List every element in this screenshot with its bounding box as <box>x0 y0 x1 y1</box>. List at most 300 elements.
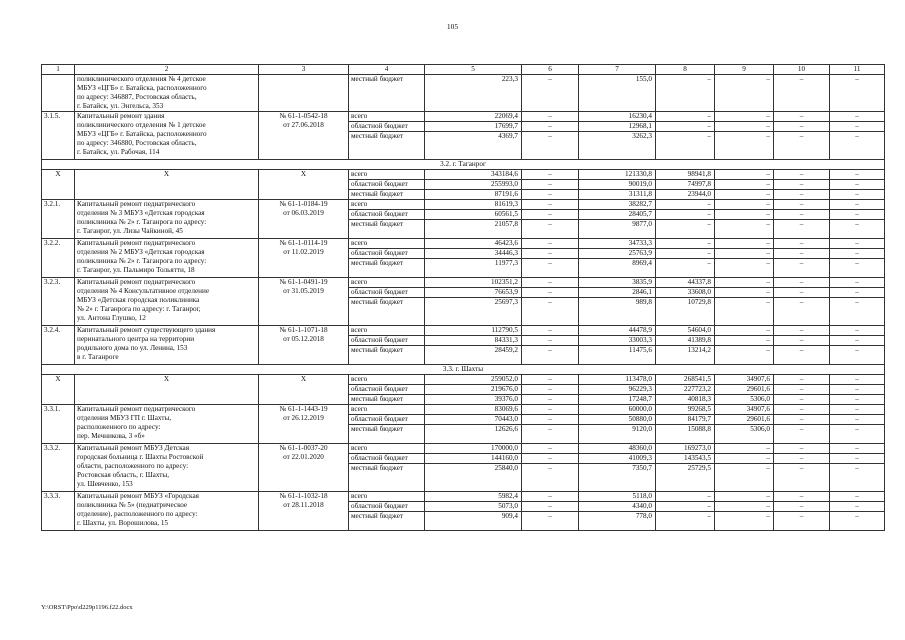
cell-col8: 227723,2 <box>656 385 715 395</box>
cell-col8: 15088,8 <box>656 425 715 444</box>
cell-col10: – <box>774 395 830 405</box>
permit-number: № 61-1-0037-20 от 22.01.2020 <box>259 444 349 492</box>
cell-col6: – <box>522 200 579 210</box>
cell-col8: 169273,0 <box>656 444 715 454</box>
table-row <box>42 200 885 210</box>
cell-col10: – <box>774 170 830 180</box>
cell-col6: – <box>522 375 579 385</box>
cell-col8: 268541,5 <box>656 375 715 385</box>
cell-col8: 98941,8 <box>656 170 715 180</box>
funding-source: местный бюджет <box>349 395 425 405</box>
cell-total: 21057,8 <box>425 220 522 239</box>
cell-col6: – <box>522 444 579 454</box>
cell-total: 219676,0 <box>425 385 522 395</box>
cell-col6: – <box>522 502 579 512</box>
item-description: X <box>75 375 259 405</box>
cell-total: 223,3 <box>425 75 522 112</box>
cell-total: 34446,3 <box>425 249 522 259</box>
cell-total: 144160,0 <box>425 454 522 464</box>
cell-col6: – <box>522 336 579 346</box>
cell-total: 170000,0 <box>425 444 522 454</box>
funding-source: областной бюджет <box>349 385 425 395</box>
cell-col6: – <box>522 132 579 160</box>
column-number: 11 <box>830 65 885 75</box>
funding-source: местный бюджет <box>349 425 425 444</box>
cell-col9: – <box>715 346 774 365</box>
table-row <box>42 326 885 336</box>
funding-source: областной бюджет <box>349 454 425 464</box>
page-number: 105 <box>446 22 459 31</box>
cell-col10: – <box>774 425 830 444</box>
column-number: 3 <box>259 65 349 75</box>
cell-col6: – <box>522 259 579 278</box>
cell-col11: – <box>830 170 885 180</box>
funding-source: областной бюджет <box>349 122 425 132</box>
cell-col7: 50880,0 <box>579 415 656 425</box>
cell-col7: 778,0 <box>579 512 656 531</box>
cell-col7: 989,8 <box>579 298 656 326</box>
permit-number: № 61-1-1443-19 от 26.12.2019 <box>259 405 349 444</box>
cell-col10: – <box>774 415 830 425</box>
cell-col7: 9877,0 <box>579 220 656 239</box>
cell-col9: 29601,6 <box>715 415 774 425</box>
cell-col8: 143543,5 <box>656 454 715 464</box>
cell-col6: – <box>522 454 579 464</box>
funding-source: местный бюджет <box>349 298 425 326</box>
cell-col8: – <box>656 112 715 122</box>
cell-total: 46423,6 <box>425 239 522 249</box>
funding-source: всего <box>349 326 425 336</box>
cell-col10: – <box>774 190 830 200</box>
cell-col11: – <box>830 180 885 190</box>
funding-source: всего <box>349 278 425 288</box>
table-row <box>42 278 885 288</box>
table-row <box>42 239 885 249</box>
cell-col9: – <box>715 512 774 531</box>
cell-col9: – <box>715 170 774 180</box>
cell-col10: – <box>774 180 830 190</box>
cell-col7: 121330,8 <box>579 170 656 180</box>
cell-total: 11977,3 <box>425 259 522 278</box>
cell-col9: – <box>715 200 774 210</box>
cell-col11: – <box>830 375 885 385</box>
cell-col6: – <box>522 190 579 200</box>
cell-col9: 34907,6 <box>715 375 774 385</box>
permit-number: X <box>259 170 349 200</box>
cell-col8: – <box>656 502 715 512</box>
table-row <box>42 492 885 502</box>
cell-col7: 33003,3 <box>579 336 656 346</box>
cell-total: 25697,3 <box>425 298 522 326</box>
cell-col8: – <box>656 512 715 531</box>
section-row <box>42 160 885 170</box>
cell-col9: – <box>715 190 774 200</box>
section-title: 3.3. г. Шахты <box>42 365 885 375</box>
cell-total: 60561,5 <box>425 210 522 220</box>
section-title: 3.2. г. Таганрог <box>42 160 885 170</box>
cell-col9: – <box>715 298 774 326</box>
cell-col10: – <box>774 444 830 454</box>
cell-col9: – <box>715 492 774 502</box>
cell-col8: 41389,8 <box>656 336 715 346</box>
cell-col7: 60000,0 <box>579 405 656 415</box>
cell-col8: – <box>656 122 715 132</box>
cell-col10: – <box>774 385 830 395</box>
cell-col11: – <box>830 385 885 395</box>
cell-total: 102351,2 <box>425 278 522 288</box>
item-description: Капитальный ремонт педиатрического отделения № 4 Консультативное отделение МБУЗ «Детская городская поликлиника № 2» г. Таганрога по адресу: г. Таганрог, ул. Антона Глушко, 12 <box>75 278 259 326</box>
item-description: X <box>75 170 259 200</box>
column-number: 9 <box>715 65 774 75</box>
cell-col7: 12968,1 <box>579 122 656 132</box>
cell-col6: – <box>522 220 579 239</box>
cell-col8: 40818,3 <box>656 395 715 405</box>
cell-col8: – <box>656 132 715 160</box>
cell-col8: – <box>656 210 715 220</box>
cell-col7: 25763,9 <box>579 249 656 259</box>
column-number: 1 <box>42 65 75 75</box>
item-description: Капитальный ремонт педиатрического отделения МБУЗ ГП г. Шахты, расположенного по адресу: пер. Мечникова, 3 «б» <box>75 405 259 444</box>
cell-col11: – <box>830 444 885 454</box>
funding-source: всего <box>349 444 425 454</box>
item-description: Капитальный ремонт существующего здания перинатального центра на территории родильного дома по ул. Ленина, 153 в г. Таганроге <box>75 326 259 365</box>
cell-col8: 13214,2 <box>656 346 715 365</box>
cell-total: 39376,0 <box>425 395 522 405</box>
funding-source: местный бюджет <box>349 220 425 239</box>
funding-source: областной бюджет <box>349 180 425 190</box>
cell-col9: – <box>715 288 774 298</box>
column-number: 4 <box>349 65 425 75</box>
funding-source: местный бюджет <box>349 259 425 278</box>
cell-col7: 48360,0 <box>579 444 656 454</box>
cell-col8: – <box>656 200 715 210</box>
column-number: 5 <box>425 65 522 75</box>
cell-col11: – <box>830 132 885 160</box>
cell-col10: – <box>774 132 830 160</box>
funding-source: местный бюджет <box>349 464 425 492</box>
funding-source: областной бюджет <box>349 249 425 259</box>
cell-col11: – <box>830 405 885 415</box>
cell-col9: – <box>715 220 774 239</box>
cell-col7: 155,0 <box>579 75 656 112</box>
cell-col10: – <box>774 239 830 249</box>
cell-col10: – <box>774 512 830 531</box>
funding-source: областной бюджет <box>349 502 425 512</box>
cell-col10: – <box>774 298 830 326</box>
cell-col11: – <box>830 454 885 464</box>
cell-total: 84331,3 <box>425 336 522 346</box>
cell-col8: – <box>656 239 715 249</box>
cell-col6: – <box>522 75 579 112</box>
funding-source: областной бюджет <box>349 210 425 220</box>
funding-source: местный бюджет <box>349 346 425 365</box>
cell-col11: – <box>830 190 885 200</box>
cell-col9: – <box>715 180 774 190</box>
cell-col8: 84179,7 <box>656 415 715 425</box>
cell-col7: 41009,3 <box>579 454 656 464</box>
table-row <box>42 375 885 385</box>
funding-source: местный бюджет <box>349 512 425 531</box>
cell-col6: – <box>522 112 579 122</box>
item-description: поликлинического отделения № 4 детское МБУЗ «ЦГБ» г. Батайска, расположенного по адресу: 346887, Ростовская область, г. Батайск, ул. Энгельса, 353 <box>75 75 259 112</box>
item-number: 3.2.4. <box>42 326 75 365</box>
item-number: 3.2.1. <box>42 200 75 239</box>
cell-col10: – <box>774 220 830 239</box>
cell-col10: – <box>774 375 830 385</box>
column-number-row <box>42 65 885 75</box>
cell-col10: – <box>774 502 830 512</box>
column-number: 7 <box>579 65 656 75</box>
cell-col6: – <box>522 326 579 336</box>
cell-col11: – <box>830 288 885 298</box>
cell-col11: – <box>830 298 885 326</box>
cell-col9: – <box>715 249 774 259</box>
cell-col7: 17248,7 <box>579 395 656 405</box>
cell-total: 343184,6 <box>425 170 522 180</box>
cell-col11: – <box>830 492 885 502</box>
cell-col9: – <box>715 326 774 336</box>
cell-col11: – <box>830 395 885 405</box>
funding-source: всего <box>349 170 425 180</box>
cell-col8: 33608,0 <box>656 288 715 298</box>
cell-col11: – <box>830 336 885 346</box>
cell-col7: 16230,4 <box>579 112 656 122</box>
cell-col9: – <box>715 210 774 220</box>
cell-col9: – <box>715 75 774 112</box>
cell-col6: – <box>522 395 579 405</box>
cell-col8: – <box>656 75 715 112</box>
cell-col8: 44337,8 <box>656 278 715 288</box>
cell-col10: – <box>774 259 830 278</box>
cell-total: 70443,0 <box>425 415 522 425</box>
cell-col7: 96229,3 <box>579 385 656 395</box>
cell-total: 22069,4 <box>425 112 522 122</box>
cell-col6: – <box>522 415 579 425</box>
table-row <box>42 444 885 454</box>
cell-col10: – <box>774 249 830 259</box>
cell-col11: – <box>830 239 885 249</box>
cell-col6: – <box>522 180 579 190</box>
cell-total: 5073,0 <box>425 502 522 512</box>
cell-col6: – <box>522 210 579 220</box>
cell-col11: – <box>830 425 885 444</box>
table-row <box>42 170 885 180</box>
cell-col11: – <box>830 112 885 122</box>
funding-source: местный бюджет <box>349 190 425 200</box>
cell-total: 112790,5 <box>425 326 522 336</box>
cell-total: 909,4 <box>425 512 522 531</box>
permit-number: № 61-1-0114-19 от 11.02.2019 <box>259 239 349 278</box>
cell-col9: 5306,0 <box>715 425 774 444</box>
cell-col6: – <box>522 405 579 415</box>
section-row <box>42 365 885 375</box>
cell-col6: – <box>522 239 579 249</box>
cell-col6: – <box>522 278 579 288</box>
item-number: 3.3.3. <box>42 492 75 531</box>
cell-col9: 34907,6 <box>715 405 774 415</box>
cell-col7: 11475,6 <box>579 346 656 365</box>
cell-col11: – <box>830 220 885 239</box>
cell-col8: – <box>656 492 715 502</box>
cell-col8: 74997,8 <box>656 180 715 190</box>
cell-col6: – <box>522 425 579 444</box>
item-number: 3.2.2. <box>42 239 75 278</box>
cell-col7: 90019,0 <box>579 180 656 190</box>
cell-col10: – <box>774 112 830 122</box>
cell-total: 25840,0 <box>425 464 522 492</box>
cell-col9: – <box>715 132 774 160</box>
cell-total: 81619,3 <box>425 200 522 210</box>
cell-col6: – <box>522 249 579 259</box>
cell-col10: – <box>774 326 830 336</box>
cell-col11: – <box>830 122 885 132</box>
cell-col9: – <box>715 454 774 464</box>
permit-number: № 61-1-0184-19 от 06.03.2019 <box>259 200 349 239</box>
cell-col11: – <box>830 210 885 220</box>
cell-col9: – <box>715 112 774 122</box>
table-row <box>42 405 885 415</box>
funding-source: местный бюджет <box>349 132 425 160</box>
cell-col6: – <box>522 288 579 298</box>
funding-source: всего <box>349 405 425 415</box>
cell-col6: – <box>522 122 579 132</box>
cell-col7: 44478,9 <box>579 326 656 336</box>
cell-col10: – <box>774 122 830 132</box>
funding-source: всего <box>349 239 425 249</box>
cell-col11: – <box>830 278 885 288</box>
cell-col10: – <box>774 210 830 220</box>
funding-source: всего <box>349 492 425 502</box>
cell-col9: – <box>715 502 774 512</box>
table-row <box>42 75 885 112</box>
cell-col7: 3835,9 <box>579 278 656 288</box>
column-number: 2 <box>75 65 259 75</box>
cell-col9: 29601,6 <box>715 385 774 395</box>
cell-col9: – <box>715 336 774 346</box>
cell-col11: – <box>830 75 885 112</box>
cell-col11: – <box>830 415 885 425</box>
funding-table <box>41 64 885 531</box>
cell-col7: 7350,7 <box>579 464 656 492</box>
funding-source: областной бюджет <box>349 415 425 425</box>
cell-total: 255993,0 <box>425 180 522 190</box>
column-number: 10 <box>774 65 830 75</box>
cell-col9: – <box>715 444 774 454</box>
cell-col11: – <box>830 326 885 336</box>
table-body <box>42 65 885 531</box>
cell-col8: 99268,5 <box>656 405 715 415</box>
cell-col7: 34733,3 <box>579 239 656 249</box>
cell-col6: – <box>522 464 579 492</box>
permit-number: № 61-1-1032-18 от 28.11.2018 <box>259 492 349 531</box>
cell-col10: – <box>774 336 830 346</box>
cell-col7: 3262,3 <box>579 132 656 160</box>
cell-col10: – <box>774 492 830 502</box>
permit-number: № 61-1-1071-18 от 05.12.2018 <box>259 326 349 365</box>
cell-total: 87191,6 <box>425 190 522 200</box>
cell-col7: 2846,1 <box>579 288 656 298</box>
item-description: Капитальный ремонт педиатрического отделения № 3 МБУЗ «Детская городская поликлиника № 2» г. Таганрога по адресу: г. Таганрог, ул. Лизы Чайкиной, 45 <box>75 200 259 239</box>
cell-total: 76653,9 <box>425 288 522 298</box>
cell-col7: 31311,8 <box>579 190 656 200</box>
cell-col9: – <box>715 239 774 249</box>
cell-col7: 113478,0 <box>579 375 656 385</box>
funding-source: областной бюджет <box>349 288 425 298</box>
cell-col9: – <box>715 259 774 278</box>
permit-number: X <box>259 375 349 405</box>
cell-col11: – <box>830 464 885 492</box>
cell-col11: – <box>830 249 885 259</box>
cell-col8: – <box>656 220 715 239</box>
cell-col8: 54604,0 <box>656 326 715 336</box>
cell-total: 12626,6 <box>425 425 522 444</box>
cell-col6: – <box>522 512 579 531</box>
item-description: Капитальный ремонт МБУЗ «Городская поликлиника № 5» (педиатрическое отделение), расположенного по адресу: г. Шахты, ул. Ворошилова, 15 <box>75 492 259 531</box>
cell-col10: – <box>774 464 830 492</box>
cell-col9: – <box>715 464 774 492</box>
item-description: Капитальный ремонт педиатрического отделения № 2 МБУЗ «Детская городская поликлиника № 2» г. Таганрога по адресу: г. Таганрог, ул. Пальмиро Тольятти, 18 <box>75 239 259 278</box>
cell-col8: – <box>656 249 715 259</box>
cell-col11: – <box>830 200 885 210</box>
cell-col10: – <box>774 288 830 298</box>
cell-col11: – <box>830 512 885 531</box>
item-number: 3.2.3. <box>42 278 75 326</box>
cell-col10: – <box>774 75 830 112</box>
cell-col10: – <box>774 454 830 464</box>
funding-source: всего <box>349 112 425 122</box>
item-number <box>42 75 75 112</box>
cell-total: 5982,4 <box>425 492 522 502</box>
file-path-footer: Y:\ORST\Ppo\d229p1196.f22.docx <box>41 604 133 611</box>
cell-col6: – <box>522 385 579 395</box>
cell-col6: – <box>522 298 579 326</box>
funding-source: всего <box>349 200 425 210</box>
cell-col10: – <box>774 278 830 288</box>
cell-col8: 23944,0 <box>656 190 715 200</box>
item-number: 3.3.1. <box>42 405 75 444</box>
table-row <box>42 112 885 122</box>
permit-number: № 61-1-0542-18 от 27.06.2018 <box>259 112 349 160</box>
cell-col10: – <box>774 346 830 365</box>
funding-source: всего <box>349 375 425 385</box>
cell-col8: 10729,8 <box>656 298 715 326</box>
permit-number: № 61-1-0491-19 от 31.05.2019 <box>259 278 349 326</box>
cell-col7: 4340,0 <box>579 502 656 512</box>
column-number: 8 <box>656 65 715 75</box>
funding-source: областной бюджет <box>349 336 425 346</box>
cell-total: 83069,6 <box>425 405 522 415</box>
cell-col6: – <box>522 346 579 365</box>
item-number: X <box>42 375 75 405</box>
cell-col8: 25729,5 <box>656 464 715 492</box>
cell-total: 4369,7 <box>425 132 522 160</box>
item-number: 3.3.2. <box>42 444 75 492</box>
cell-col7: 8969,4 <box>579 259 656 278</box>
cell-col9: – <box>715 278 774 288</box>
item-description: Капитальный ремонт МБУЗ Детская городская больница г. Шахты Ростовской области, расположенного по адресу: Ростовская область, г. Шахты, ул. Шевченко, 153 <box>75 444 259 492</box>
cell-col11: – <box>830 502 885 512</box>
cell-col6: – <box>522 492 579 502</box>
cell-col9: 5306,0 <box>715 395 774 405</box>
cell-col7: 38282,7 <box>579 200 656 210</box>
cell-col11: – <box>830 259 885 278</box>
column-number: 6 <box>522 65 579 75</box>
item-number: X <box>42 170 75 200</box>
cell-col6: – <box>522 170 579 180</box>
cell-col7: 9120,0 <box>579 425 656 444</box>
cell-col10: – <box>774 405 830 415</box>
funding-source: местный бюджет <box>349 75 425 112</box>
